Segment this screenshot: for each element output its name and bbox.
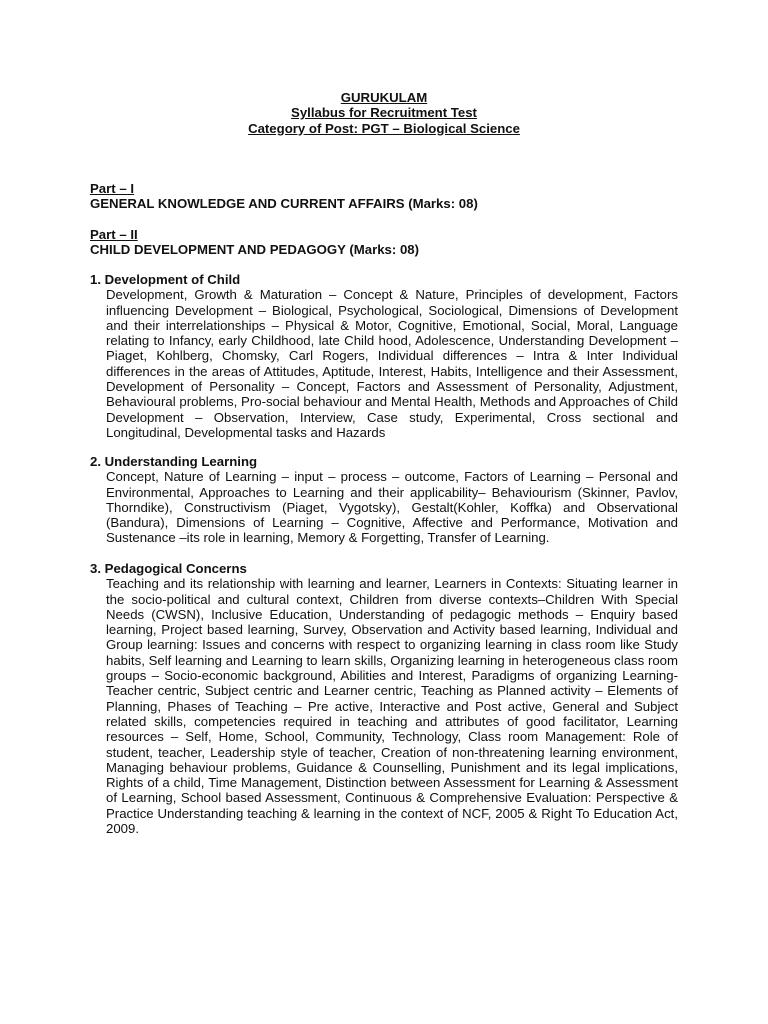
part-2 [90,227,690,258]
section-title: 1. Development of Child [90,272,241,287]
part-heading: CHILD DEVELOPMENT AND PEDAGOGY (Marks: 08) [90,242,420,258]
section-title: 2. Understanding Learning [90,454,258,469]
section-body: Teaching and its relationship with learning and learner, Learners in Contexts: Situating learner in the socio-political and cultural context, Children from diverse contexts–Children With Special Needs (CWSN), Inclusive Education, Understanding of pedagogic methods – Enquiry based learning, Project based learning, Survey, Observation and Activity based learning, Individual and Group learning: Issues and concerns with respect to organizing learning in class room like Study habits, Self learning and Learning to learn skills, Organizing learning in heterogeneous class room groups – Socio-economic background, Abilities and Interest, Paradigms of organizing Learning-Teacher centric, Subject centric and Learner centric, Teaching as Planned activity – Elements of Planning, Phases of Teaching – Pre active, Interactive and Post active, General and Subject related skills, competencies required in teaching and attributes of good facilitator, Learning resources – Self, Home, School, Community, Technology, Class room Management: Role of student, teacher, Leadership style of teacher, Creation of non-threatening learning environment, Managing behaviour problems, Guidance & Counselling, Punishment and its legal implications, Rights of a child, Time Management, Distinction between Assessment for Learning & Assessment of Learning, School based Assessment, Continuous & Comprehensive Evaluation: Perspective & Practice Understanding teaching & learning in the context of NCF, 2005 & Right To Education Act, 2009. [106,576,678,837]
section-title: 3. Pedagogical Concerns [90,561,247,576]
part-heading: GENERAL KNOWLEDGE AND CURRENT AFFAIRS (Marks: 08) [90,196,478,212]
document-header [0,90,768,136]
section-body: Concept, Nature of Learning – input – process – outcome, Factors of Learning – Personal and Environmental, Approaches to Learning and their applicability– Behaviourism (Skinner, Pavlov, Thorndike), Constructivism (Piaget, Vygotsky), Gestalt(Kohler, Koffka) and Observational (Bandura), Dimensions of Learning – Cognitive, Affective and Performance, Motivation and Sustenance –its role in learning, Memory & Forgetting, Transfer of Learning. [106,469,678,546]
part-1 [90,181,690,212]
document-title: Syllabus for Recruitment Test [291,105,477,121]
org-name: GURUKULAM [340,90,428,105]
post-category: Category of Post: PGT – Biological Science [248,120,520,136]
part-label: Part – II [90,227,138,242]
part-label: Part – I [90,181,134,196]
section-pedagogical-concerns [90,561,678,836]
section-understanding-learning [90,454,678,546]
section-development-of-child [90,272,678,440]
section-body: Development, Growth & Maturation – Concept & Nature, Principles of development, Factors influencing Development – Biological, Psychological, Sociological, Dimensions of Development and their interrelationships – Physical & Motor, Cognitive, Emotional, Social, Moral, Language relating to Infancy, early Childhood, late Child hood, Adolescence, Understanding Development – Piaget, Kohlberg, Chomsky, Carl Rogers, Individual differences – Intra & Inter Individual differences in the areas of Attitudes, Aptitude, Interest, Habits, Intelligence and their Assessment, Development of Personality – Concept, Factors and Assessment of Personality, Adjustment, Behavioural problems, Pro-social behaviour and Mental Health, Methods and Approaches of Child Development – Observation, Interview, Case study, Experimental, Cross sectional and Longitudinal, Developmental tasks and Hazards [106,287,678,440]
